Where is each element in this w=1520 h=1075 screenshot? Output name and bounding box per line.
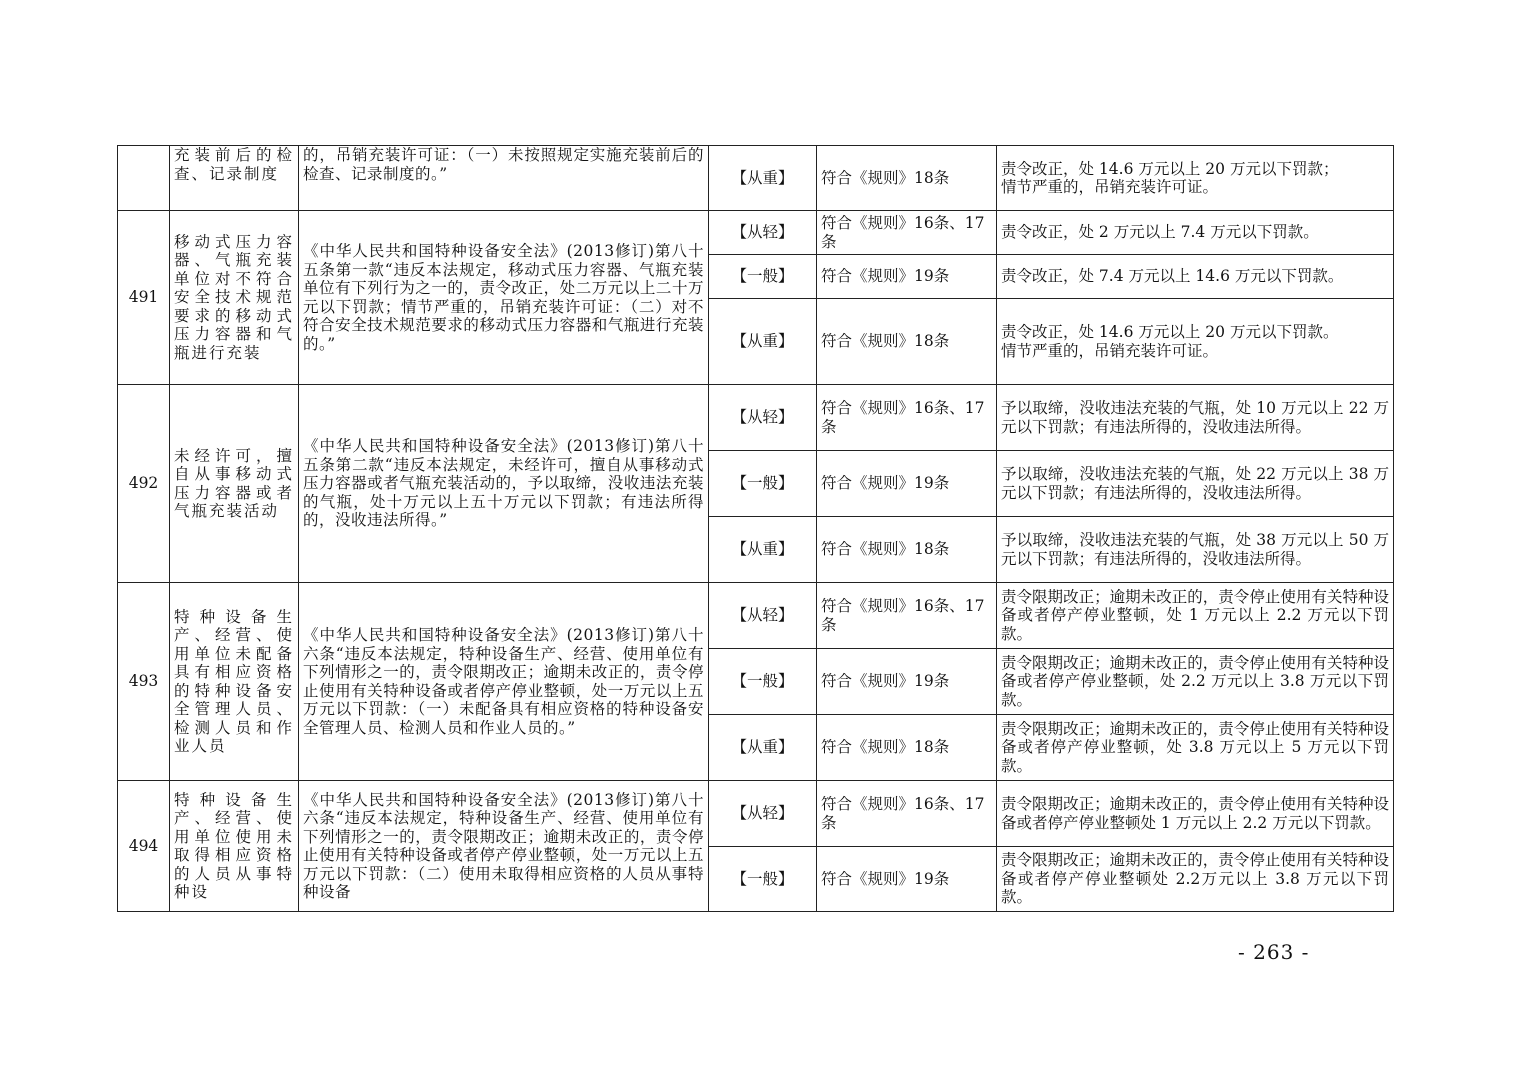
legal-basis-cell: 《中华人民共和国特种设备安全法》(2013修订)第八十五条第一款“违反本法规定，移动式压力容器、气瓶充装单位有下列行为之一的，责令改正，处二万元以上二十万元以下罚款；情节严重的，吊销充装许可证：（二）对不符合安全技术规范要求的移动式压力容器和气瓶进行充装的。” bbox=[299, 211, 709, 385]
penalty-cell: 责令改正，处 7.4 万元以上 14.6 万元以下罚款。 bbox=[997, 255, 1394, 299]
discretion-level-cell: 【一般】 bbox=[709, 649, 817, 715]
applicable-rule-cell: 符合《规则》18条 bbox=[817, 715, 997, 781]
discretion-level-cell: 【一般】 bbox=[709, 451, 817, 517]
table-row bbox=[118, 781, 1394, 847]
legal-basis-cell: 《中华人民共和国特种设备安全法》(2013修订)第八十六条“违反本法规定，特种设备生产、经营、使用单位有下列情形之一的，责令限期改正；逾期未改正的，责令停止使用有关特种设备或者停产停业整顿，处一万元以上五万元以下罚款：（二）使用未取得相应资格的人员从事特种设备 bbox=[299, 781, 709, 912]
applicable-rule-cell: 符合《规则》16条、17条 bbox=[817, 385, 997, 451]
applicable-rule-cell: 符合《规则》16条、17条 bbox=[817, 211, 997, 255]
discretion-level-cell: 【从重】 bbox=[709, 299, 817, 385]
penalty-cell: 予以取缔，没收违法充装的气瓶，处 22 万元以上 38 万元以下罚款；有违法所得的，没收违法所得。 bbox=[997, 451, 1394, 517]
page-number: - 263 - bbox=[1238, 940, 1310, 964]
applicable-rule-cell: 符合《规则》18条 bbox=[817, 146, 997, 211]
penalty-cell: 责令改正，处 14.6 万元以上 20 万元以下罚款。 情节严重的，吊销充装许可证。 bbox=[997, 299, 1394, 385]
item-number-cell bbox=[118, 146, 170, 211]
violation-cell: 未经许可，擅自从事移动式压力容器或者气瓶充装活动 bbox=[170, 385, 299, 583]
penalty-cell: 责令限期改正；逾期未改正的，责令停止使用有关特种设备或者停产停业整顿，处 1 万元以上 2.2 万元以下罚款。 bbox=[997, 583, 1394, 649]
violation-cell: 特种设备生产、经营、使用单位未配备具有相应资格的特种设备安全管理人员、检测人员和作业人员 bbox=[170, 583, 299, 781]
applicable-rule-cell: 符合《规则》16条、17条 bbox=[817, 781, 997, 847]
discretion-level-cell: 【从轻】 bbox=[709, 211, 817, 255]
discretion-level-cell: 【从轻】 bbox=[709, 385, 817, 451]
penalty-cell: 责令限期改正；逾期未改正的，责令停止使用有关特种设备或者停产停业整顿处 1 万元以上 2.2 万元以下罚款。 bbox=[997, 781, 1394, 847]
applicable-rule-cell: 符合《规则》19条 bbox=[817, 451, 997, 517]
violation-cell: 特种设备生产、经营、使用单位使用未取得相应资格的人员从事特种设 bbox=[170, 781, 299, 912]
penalty-cell: 予以取缔，没收违法充装的气瓶，处 10 万元以上 22 万元以下罚款；有违法所得的，没收违法所得。 bbox=[997, 385, 1394, 451]
applicable-rule-cell: 符合《规则》19条 bbox=[817, 649, 997, 715]
item-number-cell: 493 bbox=[118, 583, 170, 781]
penalty-cell: 责令限期改正；逾期未改正的，责令停止使用有关特种设备或者停产停业整顿，处 2.2 万元以上 3.8 万元以下罚款。 bbox=[997, 649, 1394, 715]
applicable-rule-cell: 符合《规则》16条、17条 bbox=[817, 583, 997, 649]
table-row bbox=[118, 211, 1394, 255]
penalty-cell: 责令改正，处 2 万元以上 7.4 万元以下罚款。 bbox=[997, 211, 1394, 255]
legal-basis-cell: 《中华人民共和国特种设备安全法》(2013修订)第八十六条“违反本法规定，特种设备生产、经营、使用单位有下列情形之一的，责令限期改正；逾期未改正的，责令停止使用有关特种设备或者停产停业整顿，处一万元以上五万元以下罚款：（一）未配备具有相应资格的特种设备安全管理人员、检测人员和作业人员的。” bbox=[299, 583, 709, 781]
item-number-cell: 494 bbox=[118, 781, 170, 912]
legal-basis-cell: 《中华人民共和国特种设备安全法》(2013修订)第八十五条第二款“违反本法规定，未经许可，擅自从事移动式压力容器或者气瓶充装活动的，予以取缔，没收违法充装的气瓶，处十万元以上五十万元以下罚款；有违法所得的，没收违法所得。” bbox=[299, 385, 709, 583]
discretion-level-cell: 【一般】 bbox=[709, 847, 817, 912]
applicable-rule-cell: 符合《规则》18条 bbox=[817, 517, 997, 583]
discretion-level-cell: 【一般】 bbox=[709, 255, 817, 299]
penalty-cell: 责令限期改正；逾期未改正的，责令停止使用有关特种设备或者停产停业整顿处 2.2万元以上 3.8 万元以下罚款。 bbox=[997, 847, 1394, 912]
violation-cell: 充装前后的检查、记录制度 bbox=[170, 146, 299, 211]
applicable-rule-cell: 符合《规则》19条 bbox=[817, 847, 997, 912]
table-row bbox=[118, 583, 1394, 649]
table-row bbox=[118, 385, 1394, 451]
penalty-cell: 予以取缔，没收违法充装的气瓶，处 38 万元以上 50 万元以下罚款；有违法所得的，没收违法所得。 bbox=[997, 517, 1394, 583]
table-row bbox=[118, 146, 1394, 211]
discretion-level-cell: 【从重】 bbox=[709, 517, 817, 583]
penalty-cell: 责令改正，处 14.6 万元以上 20 万元以下罚款； 情节严重的，吊销充装许可证。 bbox=[997, 146, 1394, 211]
applicable-rule-cell: 符合《规则》18条 bbox=[817, 299, 997, 385]
discretion-level-cell: 【从重】 bbox=[709, 715, 817, 781]
discretion-level-cell: 【从轻】 bbox=[709, 583, 817, 649]
discretion-level-cell: 【从重】 bbox=[709, 146, 817, 211]
penalty-cell: 责令限期改正；逾期未改正的，责令停止使用有关特种设备或者停产停业整顿，处 3.8 万元以上 5 万元以下罚款。 bbox=[997, 715, 1394, 781]
item-number-cell: 491 bbox=[118, 211, 170, 385]
penalty-standard-table bbox=[117, 145, 1394, 912]
violation-cell: 移动式压力容器、气瓶充装单位对不符合安全技术规范要求的移动式压力容器和气瓶进行充装 bbox=[170, 211, 299, 385]
item-number-cell: 492 bbox=[118, 385, 170, 583]
applicable-rule-cell: 符合《规则》19条 bbox=[817, 255, 997, 299]
discretion-level-cell: 【从轻】 bbox=[709, 781, 817, 847]
legal-basis-cell: 的，吊销充装许可证：（一）未按照规定实施充装前后的检查、记录制度的。” bbox=[299, 146, 709, 211]
